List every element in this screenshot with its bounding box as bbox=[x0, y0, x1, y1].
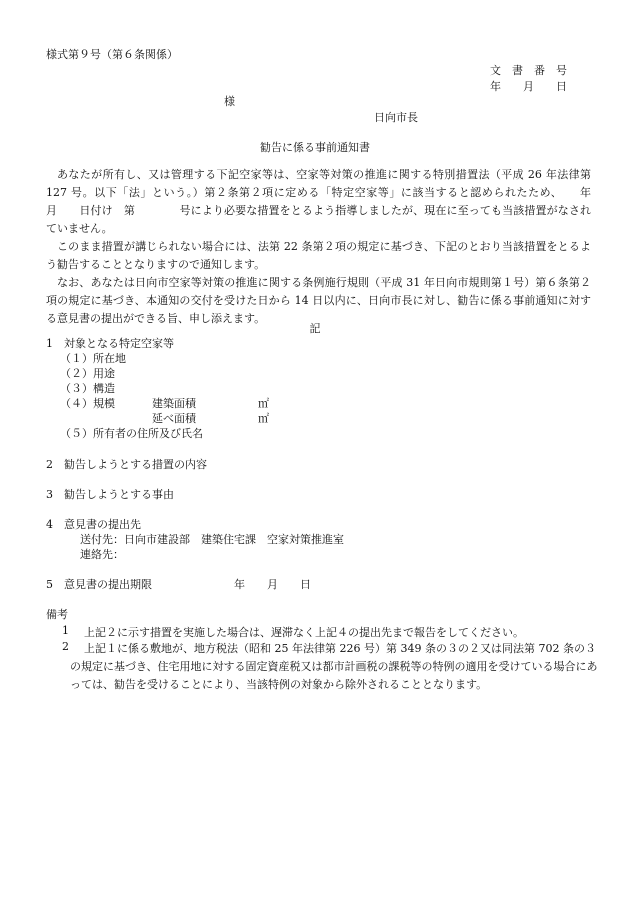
item-4-send-to: 送付先：日向市建設部 建築住宅課 空家対策推進室 bbox=[80, 533, 344, 546]
note-2-text: 上記１に係る敷地が、地方税法（昭和 25 年法律第 226 号）第 349 条の３の２又は同法第 702 条の３の規定に基づき、住宅用地に対する固定資産税又は都市計画税の課税等の特例の適用を受けている場合にあっては、勧告を受けることにより、当該特例の対象から除外されることとなります。 bbox=[70, 642, 598, 691]
notes-heading: 備考 bbox=[46, 608, 68, 621]
document-number: 文 書 番 号 bbox=[490, 64, 567, 77]
building-area-unit: ㎡ bbox=[258, 397, 269, 410]
document-title: 勧告に係る事前通知書 bbox=[260, 141, 370, 154]
sender-name: 日向市長 bbox=[374, 111, 418, 124]
item-1-location: （１）所在地 bbox=[60, 352, 126, 365]
item-1-structure: （３）構造 bbox=[60, 382, 115, 395]
addressee-suffix: 様 bbox=[224, 95, 235, 108]
body-paragraph-3: なお、あなたは日向市空家等対策の推進に関する条例施行規則（平成 31 年日向市規則第１号）第６条第２項の規定に基づき、本通知の交付を受けた日から 14 日以内に、日向市長に対し、勧告に係る事前通知に対する意見書の提出ができる旨、申し添えます。 bbox=[46, 276, 591, 325]
item-5-heading: 5 意見書の提出期限 bbox=[46, 578, 152, 591]
body-paragraph-2: このまま措置が講じられない場合には、法第 22 条第２項の規定に基づき、下記のとおり当該措置をとるよう勧告することとなりますので通知します。 bbox=[46, 240, 591, 271]
item-1-scale: （４）規模 bbox=[60, 397, 115, 410]
item-1-heading: 1 対象となる特定空家等 bbox=[46, 337, 174, 350]
note-1-text: 上記２に示す措置を実施した場合は、遅滞なく上記４の提出先まで報告をしてください。 bbox=[84, 626, 524, 639]
item-2-heading: 2 勧告しようとする措置の内容 bbox=[46, 458, 207, 471]
item-1-owner: （５）所有者の住所及び氏名 bbox=[60, 427, 203, 440]
item-5-date: 年 月 日 bbox=[234, 578, 311, 591]
item-4-heading: 4 意見書の提出先 bbox=[46, 518, 141, 531]
building-area-label: 建築面積 bbox=[152, 397, 196, 410]
body-paragraph-1: あなたが所有し、又は管理する下記空家等は、空家等対策の推進に関する特別措置法（平成 26 年法律第 127 号。以下「法」という。）第２条第２項に定める「特定空家等」に該当すると認められたため、 年 月 日付け 第 号により必要な措置をとるよう指導しましたが、現在に至っても当該措置がなされていません。 bbox=[46, 168, 613, 235]
floor-area-label: 延べ面積 bbox=[152, 412, 196, 425]
item-4-contact: 連絡先： bbox=[80, 548, 124, 561]
form-label: 様式第９号（第６条関係） bbox=[46, 48, 178, 61]
floor-area-unit: ㎡ bbox=[258, 412, 269, 425]
note-1-number: 1 bbox=[62, 624, 69, 637]
item-1-use: （２）用途 bbox=[60, 367, 115, 380]
ki-heading: 記 bbox=[309, 322, 321, 335]
document-date: 年 月 日 bbox=[490, 80, 567, 93]
item-3-heading: 3 勧告しようとする事由 bbox=[46, 488, 174, 501]
note-2-number: 2 bbox=[62, 640, 69, 653]
